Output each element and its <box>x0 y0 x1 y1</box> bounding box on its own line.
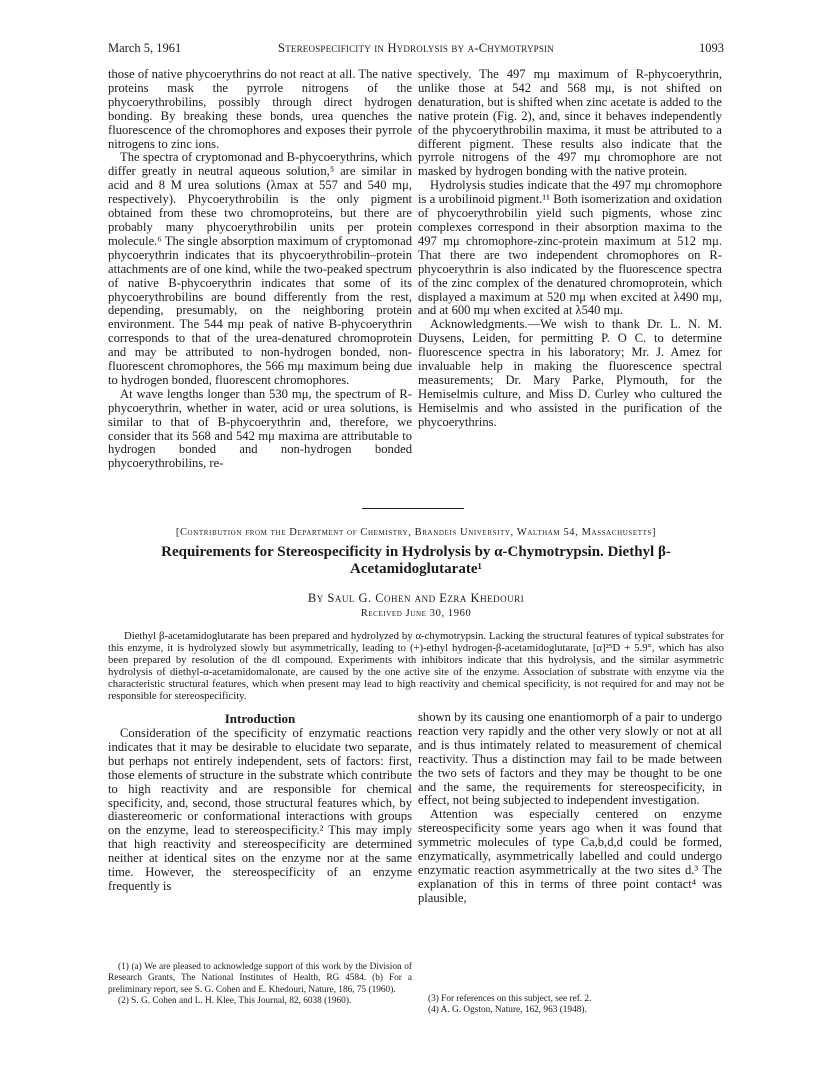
contribution-line: [Contribution from the Department of Chemistry, Brandeis University, Waltham 54, Massachusetts] <box>175 527 657 538</box>
paragraph: shown by its causing one enantiomorph of a pair to undergo reaction very rapidly and the other very slowly or not at all and is thus intimately related to measurement of chemical reactivity. Thus a distinction may fail to be made between the two sets of factors and they may be thought to be one and the same, the requirements for stereospecificity, in effect, not being subjected to independent investigation. <box>418 710 722 808</box>
running-head <box>108 40 724 56</box>
issue-date: March 5, 1961 <box>108 41 182 55</box>
footnote: (4) A. G. Ogston, Nature, 162, 963 (1948). <box>428 1005 587 1016</box>
paragraph: The spectra of cryptomonad and B-phycoerythrins, which differ greatly in neutral aqueous solution,⁵ are similar in acid and 8 M urea solutions (λmax at 557 and 540 mμ, respectively). Phycoerythrobilin is the only pigment obtained from these two chromoproteins, but there are probably many phycoerythrobilin units per protein molecule.⁶ The single absorption maximum of cryptomonad phycoerythrin indicates that its phycoerythrobilin–protein attachments are of one kind, while the two-peaked spectrum of native B-phycoerythrin indicates that some of its phycoerythrobilins are bound differently from the rest, depending, presumably, on the neighboring protein environment. The 544 mμ peak of native B-phycoerythrin corresponds to that of the urea-denatured chromoprotein and may be attributed to non-hydrogen bonded, non-fluorescent chromophores, the 566 mμ maximum being due to hydrogen bonded, fluorescent chromophores. <box>108 150 412 387</box>
footnote: (1) (a) We are pleased to acknowledge support of this work by the Division of Research Grants, The National Institutes of Health, RG 4584. (b) For a preliminary report, see S. G. Cohen and E. Khedouri, Nature, 186, 75 (1960). <box>108 962 412 995</box>
section-divider <box>362 508 464 509</box>
introduction-heading: Introduction <box>224 711 296 726</box>
bottom-right-column <box>418 711 722 906</box>
running-title: Stereospecificity in Hydrolysis by α-Chymotrypsin <box>278 41 554 55</box>
bottom-left-column <box>108 727 412 894</box>
page-number: 1093 <box>699 41 724 55</box>
received-date: Received June 30, 1960 <box>360 608 472 619</box>
top-right-column <box>418 68 722 430</box>
acknowledgments-paragraph: Acknowledgments.—We wish to thank Dr. L. N. M. Duysens, Leiden, for permitting P. O C. to determine fluorescence spectra in his laboratory; Mr. J. Amez for invaluable help in making the fluorescence spectral measurements; Dr. Mary Parke, Plymouth, for the Hemiselmis culture, and Miss D. Curley who cultured the Hemiselmis and who assisted in the purification of the phycoerythrins. <box>418 317 722 429</box>
paragraph: those of native phycoerythrins do not react at all. The native proteins mask the pyrrole nitrogens of the phycoerythrobilins, possibly through direct hydrogen bonding. By breaking these bonds, urea quenches the fluorescence of the chromophores and exposes their pyrrole nitrogens to zinc ions. <box>108 67 412 151</box>
abstract-text: Diethyl β-acetamidoglutarate has been prepared and hydrolyzed by α-chymotrypsin. Lacking the structural features of typical substrates for this enzyme, it is hydrolyzed slowly but asymmetrically, leading to (+)-ethyl hydrogen-β-acetamidoglutarate, [α]²⁵D + 5.9°, which has also been prepared by resolution of the dl compound. Experiments with inhibitors indicate that this hydrolysis, and the similar asymmetric hydrolysis of diethyl-α-acetamidomalonate, are caused by the one active site of the enzyme. Association of substrate with enzyme via the characteristic structural features, which when present may lead to high reactivity and chemical specificity, is not required for and may not be responsible for stereospecificity. <box>108 630 724 702</box>
paragraph: Attention was especially centered on enzyme stereospecificity some years ago when it was found that symmetric molecules of type Ca,b,d,d could be formed, enzymatically, asymmetrically labelled and could undergo enzymatic reaction asymmetrically at the two sites d.³ The explanation of this in terms of three point contact⁴ was plausible, <box>418 807 722 905</box>
paragraph: At wave lengths longer than 530 mμ, the spectrum of R-phycoerythrin, whether in water, acid or urea solutions, is similar to that of B-phycoerythrin and, therefore, we consider that its 568 and 542 mμ maxima are attributable to hydrogen bonded and non-hydrogen bonded phycoerythrobilins, re- <box>108 386 412 471</box>
footnote: (2) S. G. Cohen and L. H. Klee, This Journal, 82, 6038 (1960). <box>118 996 352 1007</box>
top-left-column <box>108 68 412 471</box>
abstract <box>108 631 724 702</box>
paragraph: spectively. The 497 mμ maximum of R-phycoerythrin, unlike those at 542 and 568 mμ, is not shifted on denaturation, but is shifted when zinc acetate is added to the native protein (Fig. 2), and, since it behaves independently of the phycoerythrobilin maxima, it must be attributed to a different pigment. These results also indicate that the pyrrole nitrogens of the 497 mμ chromophore are not masked by hydrogen bonding with the native protein. <box>418 67 722 179</box>
authors-line: By Saul G. Cohen and Ezra Khedouri <box>307 591 525 605</box>
paragraph: Consideration of the specificity of enzymatic reactions indicates that it may be desirable to elucidate two separate, but perhaps not entirely independent, sets of factors: first, those elements of structure in the substrate which contribute to high reactivity and are responsible for chemical specificity, and, second, those structural features which, by diastereomeric or conformational interactions with groups on the enzyme, lead to stereospecificity.² This may imply that high reactivity and stereospecificity are determined neither at identical sites on the enzyme nor at the same time. However, the stereospecificity of an enzyme frequently is <box>108 726 412 893</box>
footnotes-right <box>418 994 722 1017</box>
footnotes-left <box>108 962 412 1008</box>
paragraph: Hydrolysis studies indicate that the 497 mμ chromophore is a urobilinoid pigment.¹¹ Both isomerization and oxidation of phycoerythrobilin yield such pigments, whose zinc complexes correspond in their absorption maxima to the 497 mμ chromophore-zinc-protein maximum at 512 mμ. That there are two independent chromophores on R-phycoerythrin is also indicated by the fluorescence spectra of the zinc complex of the denatured chromoprotein, which displayed a maximum at 520 mμ when excited at λ490 mμ, and at 600 mμ when excited at λ540 mμ. <box>418 178 722 318</box>
article-title: Requirements for Stereospecificity in Hydrolysis by α-Chymotrypsin. Diethyl β-Acetamidoglutarate¹ <box>161 544 671 577</box>
footnote: (3) For references on this subject, see ref. 2. <box>428 994 592 1004</box>
